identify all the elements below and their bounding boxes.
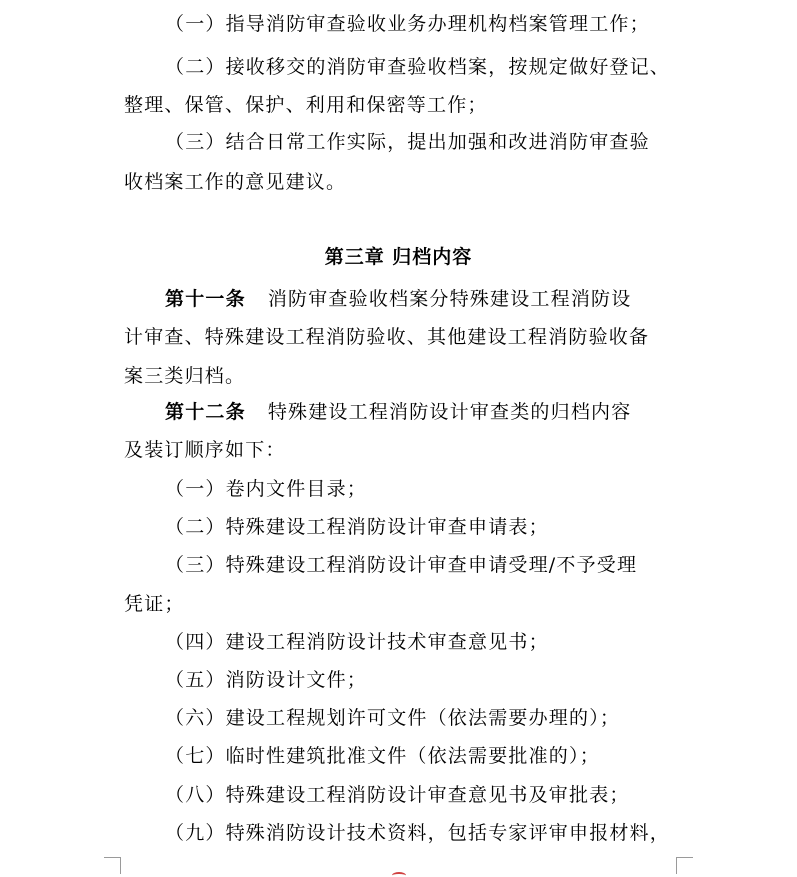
red-annotation-mark bbox=[392, 872, 406, 877]
article-11-text-1: 消防审查验收档案分特殊建设工程消防设 bbox=[267, 288, 632, 310]
paragraph-duty-2-line-2: 整理、保管、保护、利用和保密等工作； bbox=[124, 94, 488, 116]
article-12-line-2: 及装订顺序如下： bbox=[124, 439, 286, 461]
list-item-7: （七）临时性建筑批准文件（依法需要批准的）； bbox=[165, 745, 600, 767]
article-12-label: 第十二条 bbox=[165, 401, 246, 423]
page-corner-mark-right bbox=[676, 857, 693, 874]
article-12-line-1 bbox=[165, 400, 631, 424]
chapter-title: 第三章 归档内容 bbox=[324, 246, 473, 268]
paragraph-duty-2-line-1: （二）接收移交的消防审查验收档案，按规定做好登记、 bbox=[165, 56, 671, 78]
list-item-3-line-1: （三）特殊建设工程消防设计审查申请受理/不予受理 bbox=[165, 554, 638, 576]
list-item-2: （二）特殊建设工程消防设计审查申请表； bbox=[165, 516, 549, 538]
list-item-3-line-2: 凭证； bbox=[124, 593, 185, 615]
paragraph-duty-3-line-1: （三）结合日常工作实际，提出加强和改进消防审查验 bbox=[165, 131, 650, 153]
list-item-5: （五）消防设计文件； bbox=[165, 669, 368, 691]
paragraph-duty-3-line-2: 收档案工作的意见建议。 bbox=[124, 171, 347, 193]
list-item-4: （四）建设工程消防设计技术审查意见书； bbox=[165, 631, 549, 653]
list-item-1: （一）卷内文件目录； bbox=[165, 478, 368, 500]
article-11-line-2: 计审查、特殊建设工程消防验收、其他建设工程消防验收备 bbox=[124, 326, 650, 348]
article-11-label: 第十一条 bbox=[165, 288, 246, 310]
list-item-8: （八）特殊建设工程消防设计审查意见书及审批表； bbox=[165, 784, 630, 806]
article-11-line-3: 案三类归档。 bbox=[124, 365, 246, 387]
list-item-6: （六）建设工程规划许可文件（依法需要办理的）； bbox=[165, 707, 621, 729]
page-corner-mark-left bbox=[104, 857, 121, 874]
article-12-text-1: 特殊建设工程消防设计审查类的归档内容 bbox=[267, 401, 632, 423]
list-item-9: （九）特殊消防设计技术资料，包括专家评审申报材料， bbox=[165, 822, 671, 844]
paragraph-duty-1: （一）指导消防审查验收业务办理机构档案管理工作； bbox=[165, 13, 650, 35]
article-11-line-1 bbox=[165, 287, 631, 311]
